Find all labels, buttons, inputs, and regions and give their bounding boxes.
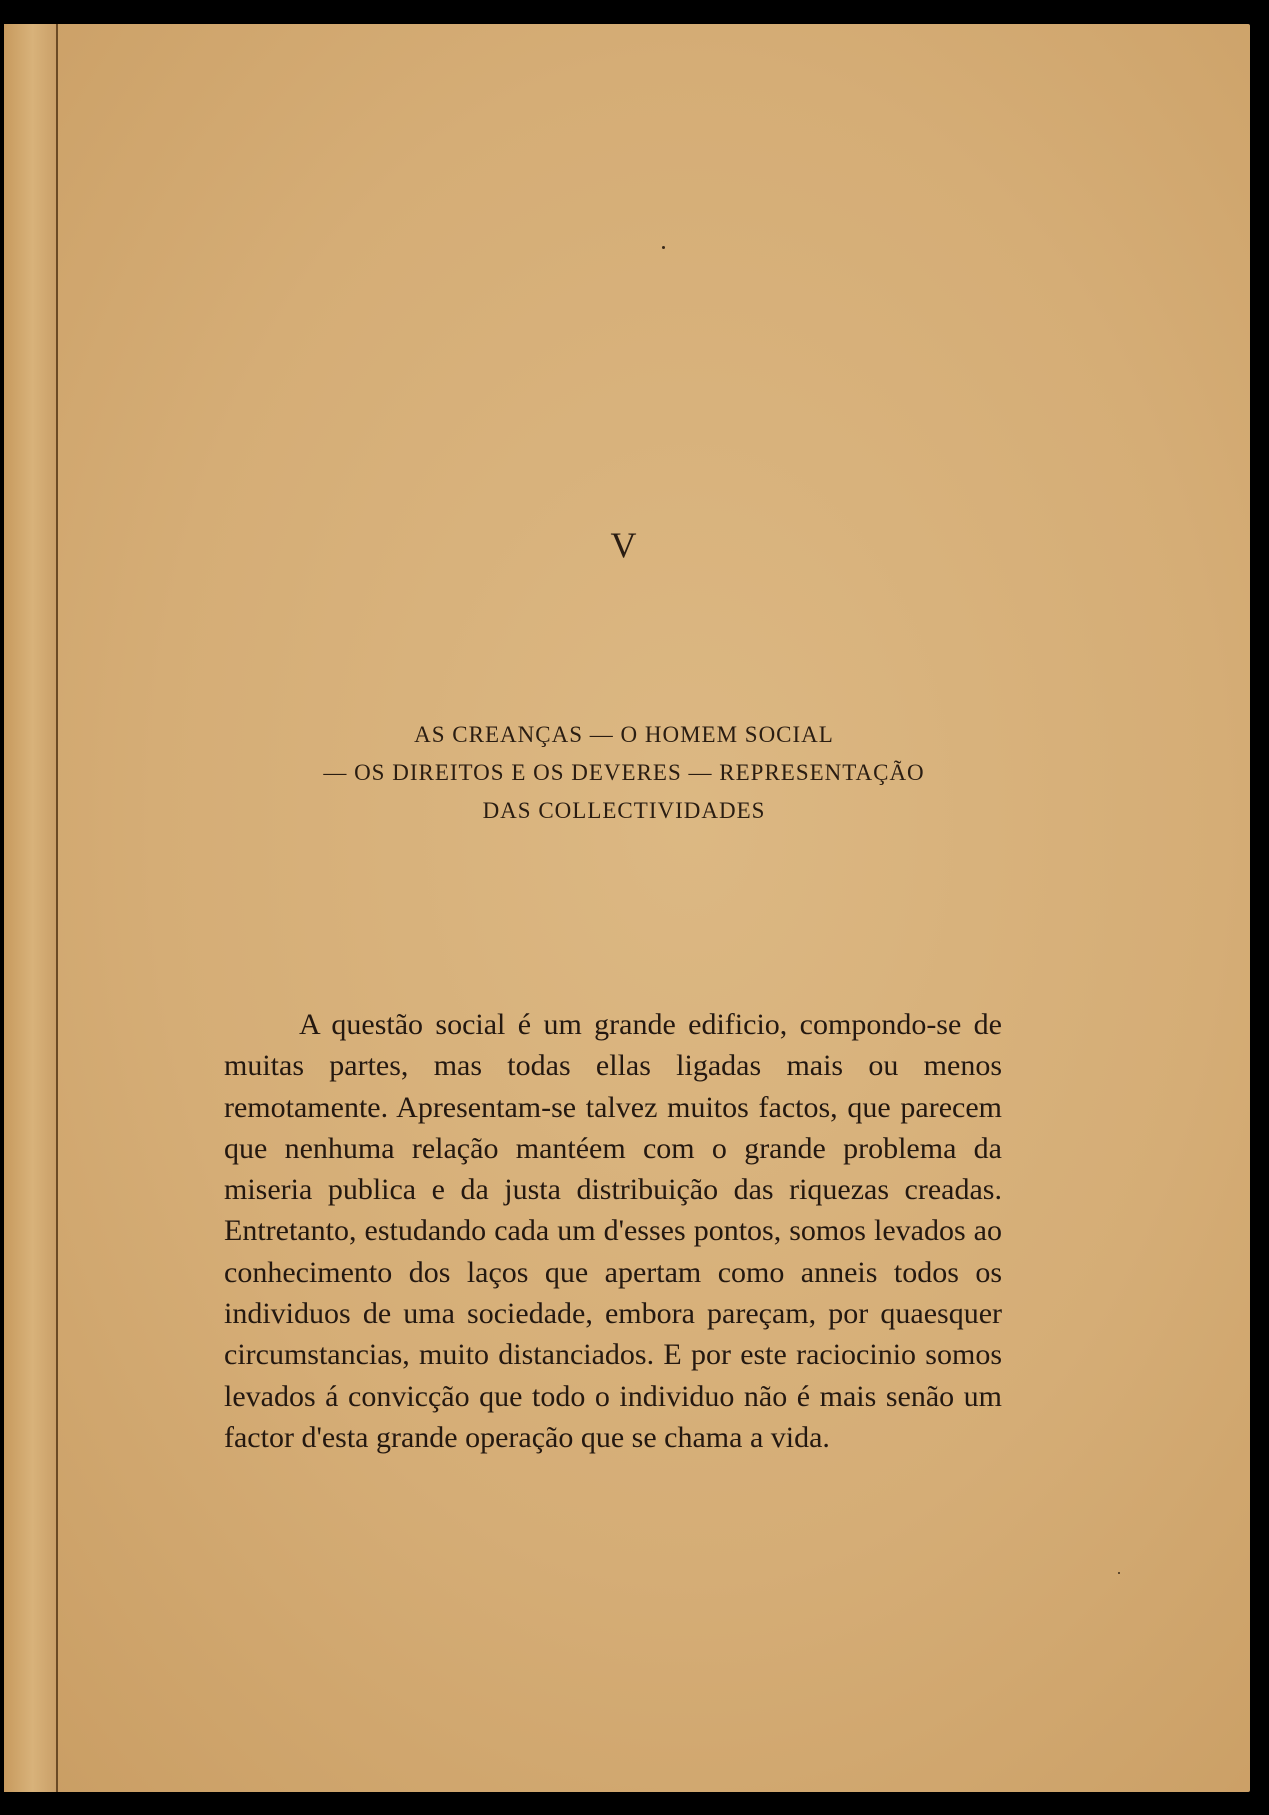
page-paper	[58, 24, 1250, 1792]
chapter-number: V	[610, 525, 638, 565]
paper-speck	[662, 246, 665, 249]
chapter-heading	[58, 716, 1250, 830]
chapter-heading-line: — OS DIREITOS E OS DEVERES — REPRESENTAÇÃO	[323, 760, 925, 785]
chapter-heading-line: DAS COLLECTIVIDADES	[482, 798, 766, 823]
paper-speck	[1118, 1572, 1120, 1574]
body-paragraph: A questão social é um grande edificio, compondo-se de muitas partes, mas todas ellas ligadas mais ou menos remotamente. Apresentam-se talvez muitos factos, que parecem que nenhuma relação mantéem com o grande problema da miseria publica e da justa distribuição das riquezas creadas. Entretanto, estudando cada um d'esses pontos, somos levados ao conhecimento dos laços que apertam como anneis todos os individuos de uma sociedade, embora pareçam, por quaesquer circumstancias, muito distanciados. E por este raciocinio somos levados á convicção que todo o individuo não é mais senão um factor d'esta grande operação que se chama a vida.	[224, 1008, 1002, 1454]
binding-edge	[4, 24, 58, 1792]
chapter-heading-line: AS CREANÇAS — O HOMEM SOCIAL	[414, 722, 834, 747]
book-page	[4, 24, 1250, 1792]
